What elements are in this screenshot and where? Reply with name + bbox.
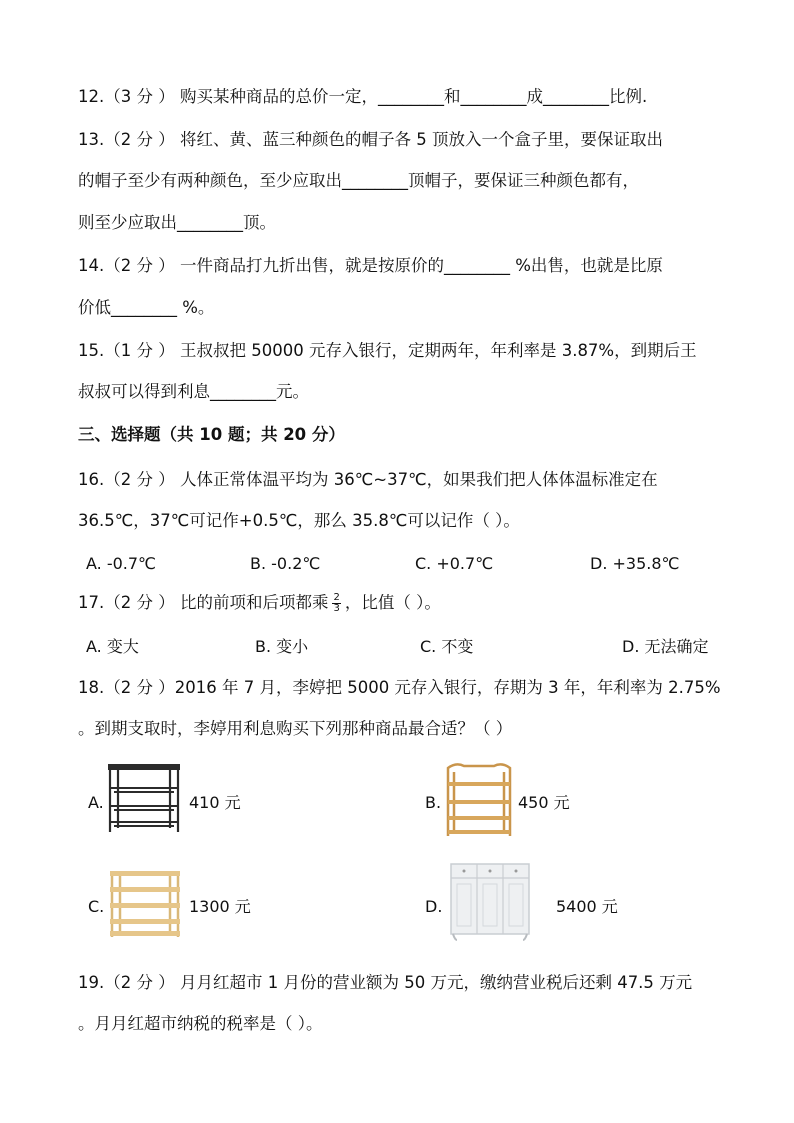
q14-line1: 14.（2 分 ） 一件商品打九折出售，就是按原价的________ %出售，也就是比原 [78, 256, 663, 275]
section-3-title: 三、选择题（共 10 题；共 20 分） [78, 425, 345, 444]
bamboo-shoe-rack-image[interactable] [442, 760, 516, 838]
q16-line2: 36.5℃，37℃可记作+0.5℃，那么 35.8℃可以记作（ ）。 [78, 511, 520, 530]
white-cabinet-image[interactable] [449, 862, 531, 942]
q16-line1: 16.（2 分 ） 人体正常体温平均为 36℃~37℃，如果我们把人体体温标准定在 [78, 470, 658, 489]
q19-line1: 19.（2 分 ） 月月红超市 1 月份的营业额为 50 万元，缴纳营业税后还剩 47.5 万元 [78, 973, 693, 992]
q18-line1: 18.（2 分 ）2016 年 7 月，李婷把 5000 元存入银行，存期为 3 年，年利率为 2.75% [78, 678, 721, 697]
q17-option-b[interactable]: B. 变小 [255, 637, 309, 656]
q17-option-d[interactable]: D. 无法确定 [622, 637, 709, 656]
q17-frac-denominator: 3 [333, 603, 340, 614]
q13-line2: 的帽子至少有两种颜色，至少应取出________顶帽子，要保证三种颜色都有， [78, 171, 639, 190]
q18-option-b-letter[interactable]: B. [425, 793, 442, 812]
q17-option-a[interactable]: A. 变大 [86, 637, 139, 656]
q18-option-c-price: 1300 元 [189, 897, 251, 916]
q12-line1: 12.（3 分 ） 购买某种商品的总价一定，________和________成________比例. [78, 87, 648, 106]
q18-option-b-price: 450 元 [518, 793, 570, 812]
q18-option-a-letter[interactable]: A. [88, 793, 104, 812]
q17-prefix: 17.（2 分 ） 比的前项和后项都乘 [78, 593, 329, 612]
q18-option-d-price: 5400 元 [556, 897, 618, 916]
q16-option-a[interactable]: A. -0.7℃ [86, 554, 157, 573]
q16-option-b[interactable]: B. -0.2℃ [250, 554, 321, 573]
q18-line2: 。到期支取时，李婷用利息购买下列那种商品最合适？（ ） [78, 719, 513, 738]
q15-line2: 叔叔可以得到利息________元。 [78, 382, 309, 401]
q17-option-c[interactable]: C. 不变 [420, 637, 474, 656]
q13-line1: 13.（2 分 ） 将红、黄、蓝三种颜色的帽子各 5 顶放入一个盒子里，要保证取出 [78, 130, 663, 149]
q13-line3: 则至少应取出________顶。 [78, 213, 276, 232]
black-shoe-rack-image[interactable] [104, 762, 184, 836]
wood-shoe-rack-image[interactable] [106, 867, 184, 939]
q17-line1 [78, 592, 441, 614]
q16-option-c[interactable]: C. +0.7℃ [415, 554, 494, 573]
q17-suffix: ，比值（ ）。 [344, 593, 441, 612]
q14-line2: 价低________ %。 [78, 298, 215, 317]
q18-option-a-price: 410 元 [189, 793, 241, 812]
q19-line2: 。月月红超市纳税的税率是（ ）。 [78, 1014, 323, 1033]
q18-option-d-letter[interactable]: D. [425, 897, 443, 916]
q17-fraction [332, 593, 340, 614]
q17-frac-numerator: 2 [333, 592, 340, 603]
q15-line1: 15.（1 分 ） 王叔叔把 50000 元存入银行，定期两年，年利率是 3.87%，到期后王 [78, 341, 697, 360]
q18-option-c-letter[interactable]: C. [88, 897, 105, 916]
q16-option-d[interactable]: D. +35.8℃ [590, 554, 680, 573]
